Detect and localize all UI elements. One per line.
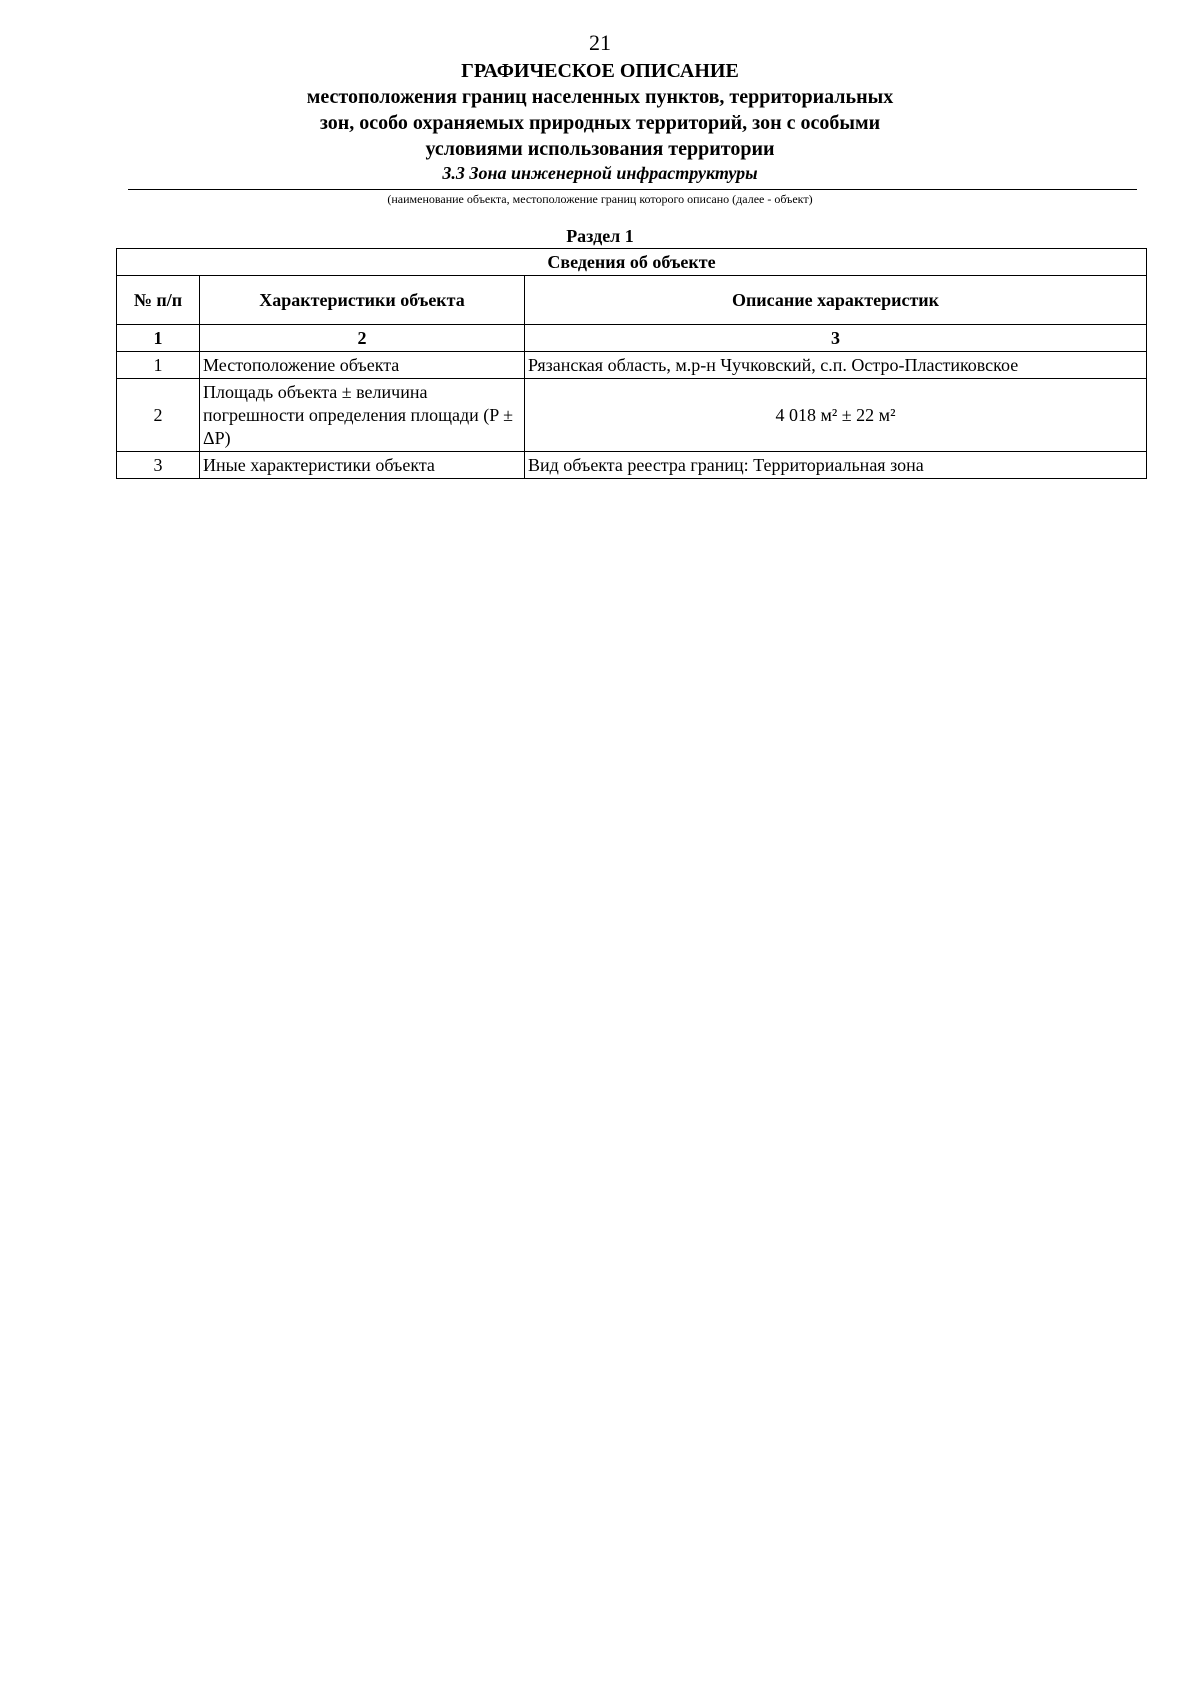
column-header-characteristic: Характеристики объекта [200,276,525,325]
object-name-caption: (наименование объекта, местоположение границ которого описано (далее - объект) [387,192,813,206]
column-number-2: 2 [200,325,525,352]
row-number: 2 [117,379,200,452]
column-number-3: 3 [525,325,1147,352]
column-header-description: Описание характеристик [525,276,1147,325]
row-characteristic: Площадь объекта ± величина погрешности определения площади (P ± ΔP) [200,379,525,452]
document-header [0,58,1200,162]
row-description: Вид объекта реестра границ: Территориальная зона [525,452,1147,479]
object-info-table [116,248,1147,479]
column-header-number-label: № п/п [133,290,183,310]
document-subtitle-line-2: зон, особо охраняемых природных территорий, зон с особыми [319,112,881,134]
row-description: Рязанская область, м.р-н Чучковский, с.п. Остро-Пластиковское [525,352,1147,379]
object-name: 3.3 Зона инженерной инфраструктуры [442,163,758,183]
section-title: Раздел 1 [566,226,634,246]
column-number-row [117,325,1147,352]
table-header-row [117,276,1147,325]
page-number: 21 [589,30,611,55]
document-title: ГРАФИЧЕСКОЕ ОПИСАНИЕ [461,60,739,82]
row-description: 4 018 м² ± 22 м² [525,379,1147,452]
row-number: 3 [117,452,200,479]
column-number-1: 1 [117,325,200,352]
column-header-number [117,276,200,325]
table-caption: Сведения об объекте [117,249,1147,276]
object-name-underline [128,189,1137,190]
document-subtitle-line-1: местоположения границ населенных пунктов, территориальных [306,86,894,108]
table-row [117,452,1147,479]
row-number: 1 [117,352,200,379]
table-row [117,352,1147,379]
row-characteristic: Местоположение объекта [200,352,525,379]
table-row [117,379,1147,452]
row-characteristic: Иные характеристики объекта [200,452,525,479]
document-subtitle-line-3: условиями использования территории [425,138,775,160]
table-caption-row [117,249,1147,276]
